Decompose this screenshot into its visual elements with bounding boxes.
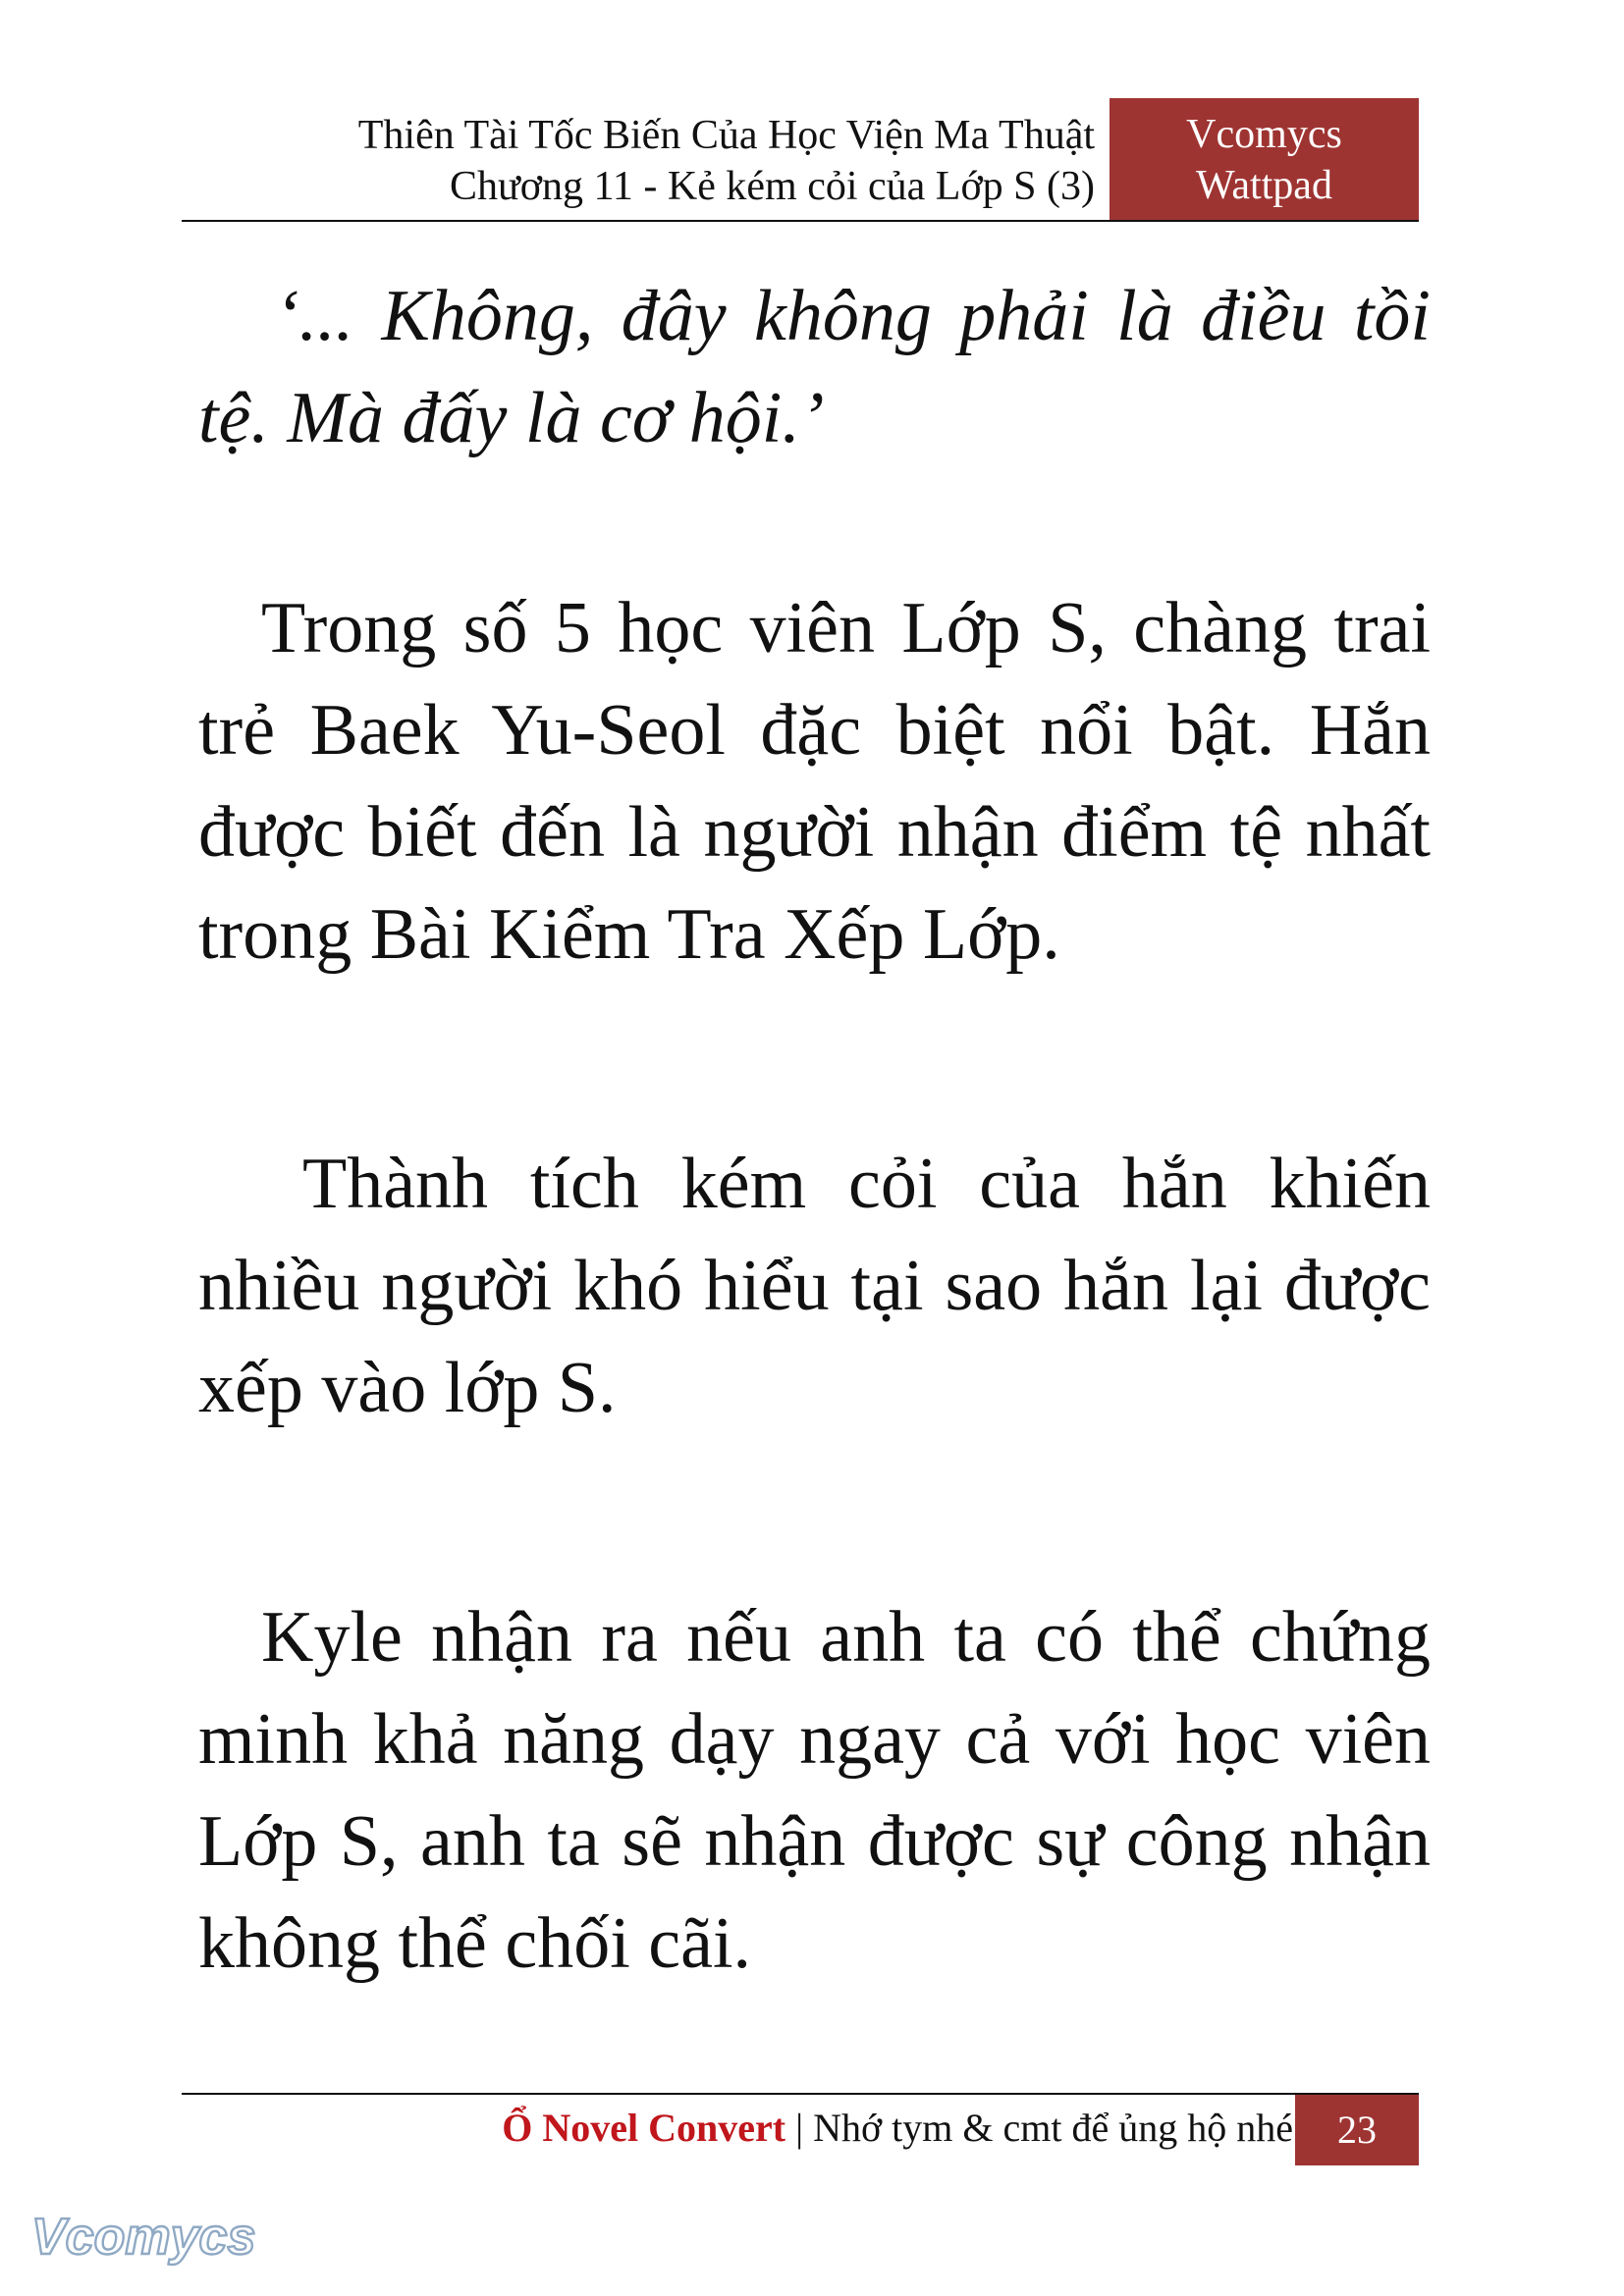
footer-message: Nhớ tym & cmt để ủng hộ nhé bbox=[813, 2106, 1293, 2150]
source-badge bbox=[1110, 98, 1419, 221]
footer-separator: | bbox=[795, 2106, 804, 2150]
page-header bbox=[182, 98, 1419, 221]
paragraph: Thành tích kém cỏi của hắn khiến nhiều người khó hiểu tại sao hắn lại được xếp vào lớp S. bbox=[198, 1144, 1431, 1428]
source-badge-line2: Wattpad bbox=[1196, 163, 1332, 208]
book-title: Thiên Tài Tốc Biến Của Học Viện Ma Thuật bbox=[357, 113, 1095, 158]
header-titles bbox=[358, 110, 1095, 212]
paragraph-inner-thought: ‘... Không, đây không phải là điều tồi tệ. Mà đấy là cơ hội.’ bbox=[198, 276, 1431, 458]
vcomycs-watermark-logo bbox=[27, 2199, 263, 2277]
footer-text bbox=[502, 2103, 1293, 2154]
header-divider bbox=[182, 220, 1419, 222]
paragraph: Trong số 5 học viên Lớp S, chàng trai trẻ Baek Yu-Seol đặc biệt nổi bật. Hắn được biết đến là người nhận điểm tệ nhất trong Bài Kiểm Tra Xếp Lớp. bbox=[198, 588, 1431, 975]
chapter-title: Chương 11 - Kẻ kém cỏi của Lớp S (3) bbox=[450, 164, 1095, 209]
page-number: 23 bbox=[1295, 2095, 1419, 2165]
svg-text:Vcomycs: Vcomycs bbox=[31, 2209, 256, 2266]
page-content bbox=[198, 265, 1431, 1995]
page-footer bbox=[182, 2095, 1419, 2165]
source-badge-line1: Vcomycs bbox=[1186, 112, 1342, 157]
footer-brand: Ổ Novel Convert bbox=[502, 2106, 786, 2150]
paragraph: Kyle nhận ra nếu anh ta có thể chứng minh khả năng dạy ngay cả với học viên Lớp S, anh ta sẽ nhận được sự công nhận không thể chối cãi. bbox=[198, 1597, 1431, 1984]
